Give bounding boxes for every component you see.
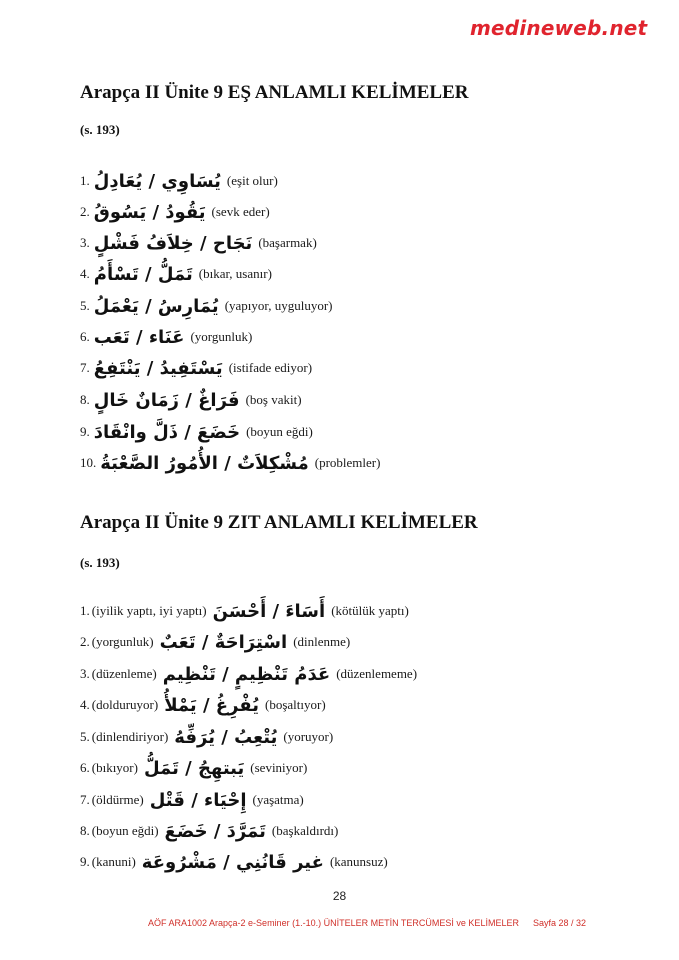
item-number: 3.	[80, 235, 90, 250]
turkish-meaning-left: (öldürme)	[91, 792, 144, 807]
item-number: 3.	[80, 666, 90, 681]
arabic-words: اسْتِرَاحَةٌ / تَعَبٌ	[159, 631, 288, 653]
arabic-words: يُفْرِغُ / يَمْلأُ	[164, 694, 259, 716]
synonym-item	[80, 418, 313, 446]
antonym-item	[80, 817, 338, 845]
turkish-meaning-right: (kanunsuz)	[329, 854, 388, 869]
arabic-words: عَنَاء / تَعَب	[93, 326, 185, 348]
turkish-meaning: (bıkar, usanır)	[198, 266, 272, 281]
arabic-words: أَسَاءَ / أَحْسَنَ	[212, 600, 326, 622]
synonym-item	[80, 323, 252, 351]
turkish-meaning-left: (bıkıyor)	[91, 760, 138, 775]
item-number: 5.	[80, 298, 90, 313]
footer-page-count: Sayfa 28 / 32	[532, 918, 586, 928]
turkish-meaning-left: (yorgunluk)	[91, 634, 154, 649]
item-number: 4.	[80, 266, 90, 281]
turkish-meaning-right: (yoruyor)	[283, 729, 334, 744]
item-number: 9.	[80, 424, 90, 439]
turkish-meaning: (yorgunluk)	[190, 329, 253, 344]
arabic-words: نَجَاح / خِلاَفُ فَشْلٍ	[93, 232, 253, 254]
item-number: 1.	[80, 173, 90, 188]
synonym-item	[80, 354, 312, 382]
item-number: 2.	[80, 204, 90, 219]
turkish-meaning-left: (düzenleme)	[91, 666, 157, 681]
item-number: 5.	[80, 729, 90, 744]
synonym-item	[80, 167, 278, 195]
turkish-meaning: (sevk eder)	[211, 204, 270, 219]
item-number: 7.	[80, 792, 90, 807]
antonyms-page-ref: (s. 193)	[80, 555, 120, 570]
turkish-meaning-right: (boşaltıyor)	[265, 697, 326, 712]
turkish-meaning-right: (dinlenme)	[293, 634, 351, 649]
synonyms-title: Arapça II Ünite 9 EŞ ANLAMLI KELİMELER	[80, 82, 469, 103]
antonym-item	[80, 597, 409, 625]
antonym-item	[80, 754, 307, 782]
arabic-words: يَقُودُ / يَسُوقُ	[93, 201, 206, 223]
turkish-meaning-right: (seviniyor)	[250, 760, 308, 775]
arabic-words: فَرَاغٌ / زَمَانٌ خَالٍ	[93, 389, 240, 411]
arabic-words: يُسَاوِي / يُعَادِلُ	[93, 170, 221, 192]
synonym-item	[80, 292, 333, 320]
antonym-item	[80, 786, 304, 814]
arabic-words: تَمَلُّ / تَسْأَمُ	[93, 263, 193, 285]
turkish-meaning: (başarmak)	[258, 235, 317, 250]
turkish-meaning-right: (yaşatma)	[252, 792, 304, 807]
item-number: 8.	[80, 823, 90, 838]
turkish-meaning: (yapıyor, uyguluyor)	[224, 298, 333, 313]
arabic-words: مُشْكِلاَتٌ / الأُمُورُ الصَّعْبَةُ	[100, 452, 309, 474]
item-number: 10.	[80, 455, 97, 470]
turkish-meaning-right: (başkaldırdı)	[271, 823, 339, 838]
synonym-item	[80, 449, 380, 477]
arabic-words: إِحْيَاء / قَتْل	[149, 789, 247, 811]
synonym-item	[80, 229, 317, 257]
item-number: 1.	[80, 603, 90, 618]
turkish-meaning: (boyun eğdi)	[246, 424, 313, 439]
antonym-item	[80, 660, 417, 688]
item-number: 8.	[80, 392, 90, 407]
item-number: 4.	[80, 697, 90, 712]
site-brand: medineweb.net	[470, 16, 648, 40]
page-number: 28	[332, 889, 347, 903]
item-number: 6.	[80, 760, 90, 775]
antonym-item	[80, 628, 350, 656]
antonyms-title: Arapça II Ünite 9 ZIT ANLAMLI KELİMELER	[80, 512, 478, 533]
turkish-meaning: (eşit olur)	[226, 173, 278, 188]
arabic-words: تَمَرَّدَ / خَضَعَ	[164, 820, 266, 842]
turkish-meaning: (istifade ediyor)	[228, 360, 313, 375]
arabic-words: غير قَانُنِي / مَشْرُوعَة	[141, 851, 324, 873]
arabic-words: يُمَارِسُ / يَعْمَلُ	[93, 295, 219, 317]
turkish-meaning-left: (dinlendiriyor)	[91, 729, 169, 744]
document-footer	[148, 918, 586, 928]
turkish-meaning-left: (boyun eğdi)	[91, 823, 159, 838]
synonym-item	[80, 260, 272, 288]
arabic-words: يَبتهِجُ / تَمَلُّ	[143, 757, 245, 779]
item-number: 2.	[80, 634, 90, 649]
antonym-item	[80, 848, 388, 876]
antonym-item	[80, 691, 326, 719]
synonyms-page-ref: (s. 193)	[80, 122, 120, 137]
item-number: 6.	[80, 329, 90, 344]
antonym-item	[80, 723, 333, 751]
turkish-meaning-left: (iyilik yaptı, iyi yaptı)	[91, 603, 207, 618]
turkish-meaning-right: (kötülük yaptı)	[331, 603, 409, 618]
footer-title: AÖF ARA1002 Arapça-2 e-Seminer (1.-10.) ÜNİTELER METİN TERCÜMESİ ve KELİMELER	[148, 918, 519, 928]
arabic-words: يُتْعِبُ / يُرَفِّهُ	[174, 726, 278, 748]
arabic-words: خَضَعَ / ذَلَّ وانْقَادَ	[93, 421, 241, 443]
arabic-words: عَدَمُ تَنْظِيمٍ / تَنْظِيم	[162, 663, 331, 685]
arabic-words: يَسْتَفِيدُ / يَنْتَفِعُ	[93, 357, 223, 379]
turkish-meaning-left: (dolduruyor)	[91, 697, 159, 712]
item-number: 9.	[80, 854, 90, 869]
turkish-meaning: (boş vakit)	[245, 392, 302, 407]
turkish-meaning-left: (kanuni)	[91, 854, 136, 869]
synonym-item	[80, 386, 302, 414]
item-number: 7.	[80, 360, 90, 375]
turkish-meaning: (problemler)	[314, 455, 381, 470]
synonym-item	[80, 198, 270, 226]
turkish-meaning-right: (düzenlememe)	[336, 666, 418, 681]
